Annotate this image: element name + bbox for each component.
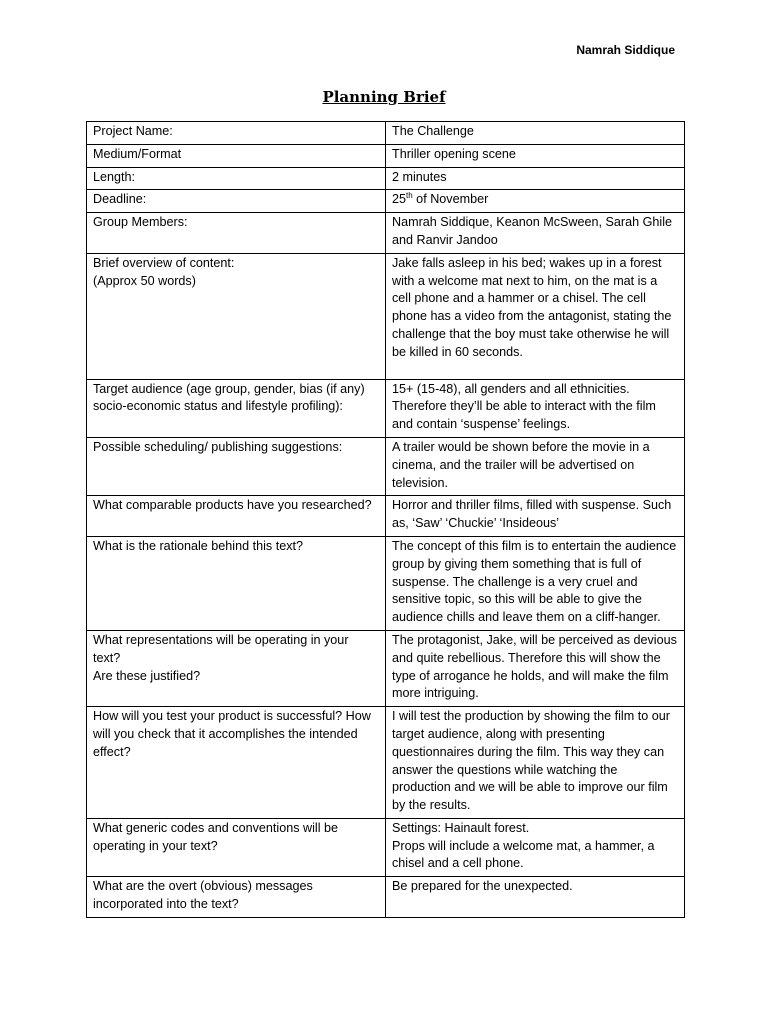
- question-cell: Deadline:: [87, 190, 386, 213]
- answer-cell: Be prepared for the unexpected.: [386, 877, 685, 918]
- answer-cell: Namrah Siddique, Keanon McSween, Sarah Ghile and Ranvir Jandoo: [386, 213, 685, 254]
- question-cell: Group Members:: [87, 213, 386, 254]
- question-cell: Project Name:: [87, 122, 386, 145]
- deadline-ordinal-suffix: th: [406, 191, 413, 201]
- answer-cell: I will test the production by showing the film to our target audience, along with presenting questionnaires during the film. This way they can answer the questions while watching the production and we will be able to improve our film by the results.: [386, 707, 685, 819]
- answer-cell: The concept of this film is to entertain the audience group by giving them something that is full of suspense. The challenge is a very cruel and sensitive topic, so this will be able to give the audience chills and leave them on a cliff-hanger.: [386, 536, 685, 630]
- table-row: [87, 253, 685, 379]
- planning-brief-table: [86, 121, 685, 918]
- table-row: [87, 877, 685, 918]
- answer-cell: Settings: Hainault forest. Props will include a welcome mat, a hammer, a chisel and a cell phone.: [386, 818, 685, 876]
- answer-cell: The Challenge: [386, 122, 685, 145]
- deadline-month: of November: [412, 192, 489, 207]
- author-name: Namrah Siddique: [576, 43, 675, 57]
- answer-cell: Jake falls asleep in his bed; wakes up in a forest with a welcome mat next to him, on the mat is a cell phone and a hammer or a chisel. The cell phone has a video from the antagonist, stating the challenge that the boy must take otherwise he will be killed in 60 seconds.: [386, 253, 685, 379]
- answer-cell: Thriller opening scene: [386, 144, 685, 167]
- table-row: [87, 379, 685, 437]
- question-cell: Target audience (age group, gender, bias (if any) socio-economic status and lifestyle profiling):: [87, 379, 386, 437]
- table-row: [87, 707, 685, 819]
- table-row: [87, 437, 685, 495]
- table-row: [87, 213, 685, 254]
- question-cell: Length:: [87, 167, 386, 190]
- answer-cell: [386, 190, 685, 213]
- table-row: [87, 167, 685, 190]
- table-row: [87, 144, 685, 167]
- question-cell: What comparable products have you researched?: [87, 496, 386, 537]
- question-cell: What are the overt (obvious) messages incorporated into the text?: [87, 877, 386, 918]
- answer-cell: Horror and thriller films, filled with suspense. Such as, ‘Saw’ ‘Chuckie’ ‘Insideous’: [386, 496, 685, 537]
- table-row: [87, 496, 685, 537]
- answer-cell: 15+ (15-48), all genders and all ethnicities. Therefore they’ll be able to interact with the film and contain ‘suspense’ feelings.: [386, 379, 685, 437]
- table-row: [87, 536, 685, 630]
- answer-cell: The protagonist, Jake, will be perceived as devious and quite rebellious. Therefore this will show the type of arrogance he holds, and will make the film more intriguing.: [386, 630, 685, 706]
- question-cell: What representations will be operating in your text? Are these justified?: [87, 630, 386, 706]
- question-cell: Medium/Format: [87, 144, 386, 167]
- table-row: [87, 630, 685, 706]
- question-cell: How will you test your product is successful? How will you check that it accomplishes the intended effect?: [87, 707, 386, 819]
- answer-cell: A trailer would be shown before the movie in a cinema, and the trailer will be advertised on television.: [386, 437, 685, 495]
- deadline-day: 25: [392, 192, 407, 207]
- table-row: [87, 122, 685, 145]
- question-cell: Brief overview of content: (Approx 50 words): [87, 253, 386, 379]
- document-title: Planning Brief: [322, 88, 446, 106]
- question-cell: Possible scheduling/ publishing suggestions:: [87, 437, 386, 495]
- question-cell: What is the rationale behind this text?: [87, 536, 386, 630]
- answer-cell: 2 minutes: [386, 167, 685, 190]
- table-row: [87, 190, 685, 213]
- question-cell: What generic codes and conventions will be operating in your text?: [87, 818, 386, 876]
- table-row: [87, 818, 685, 876]
